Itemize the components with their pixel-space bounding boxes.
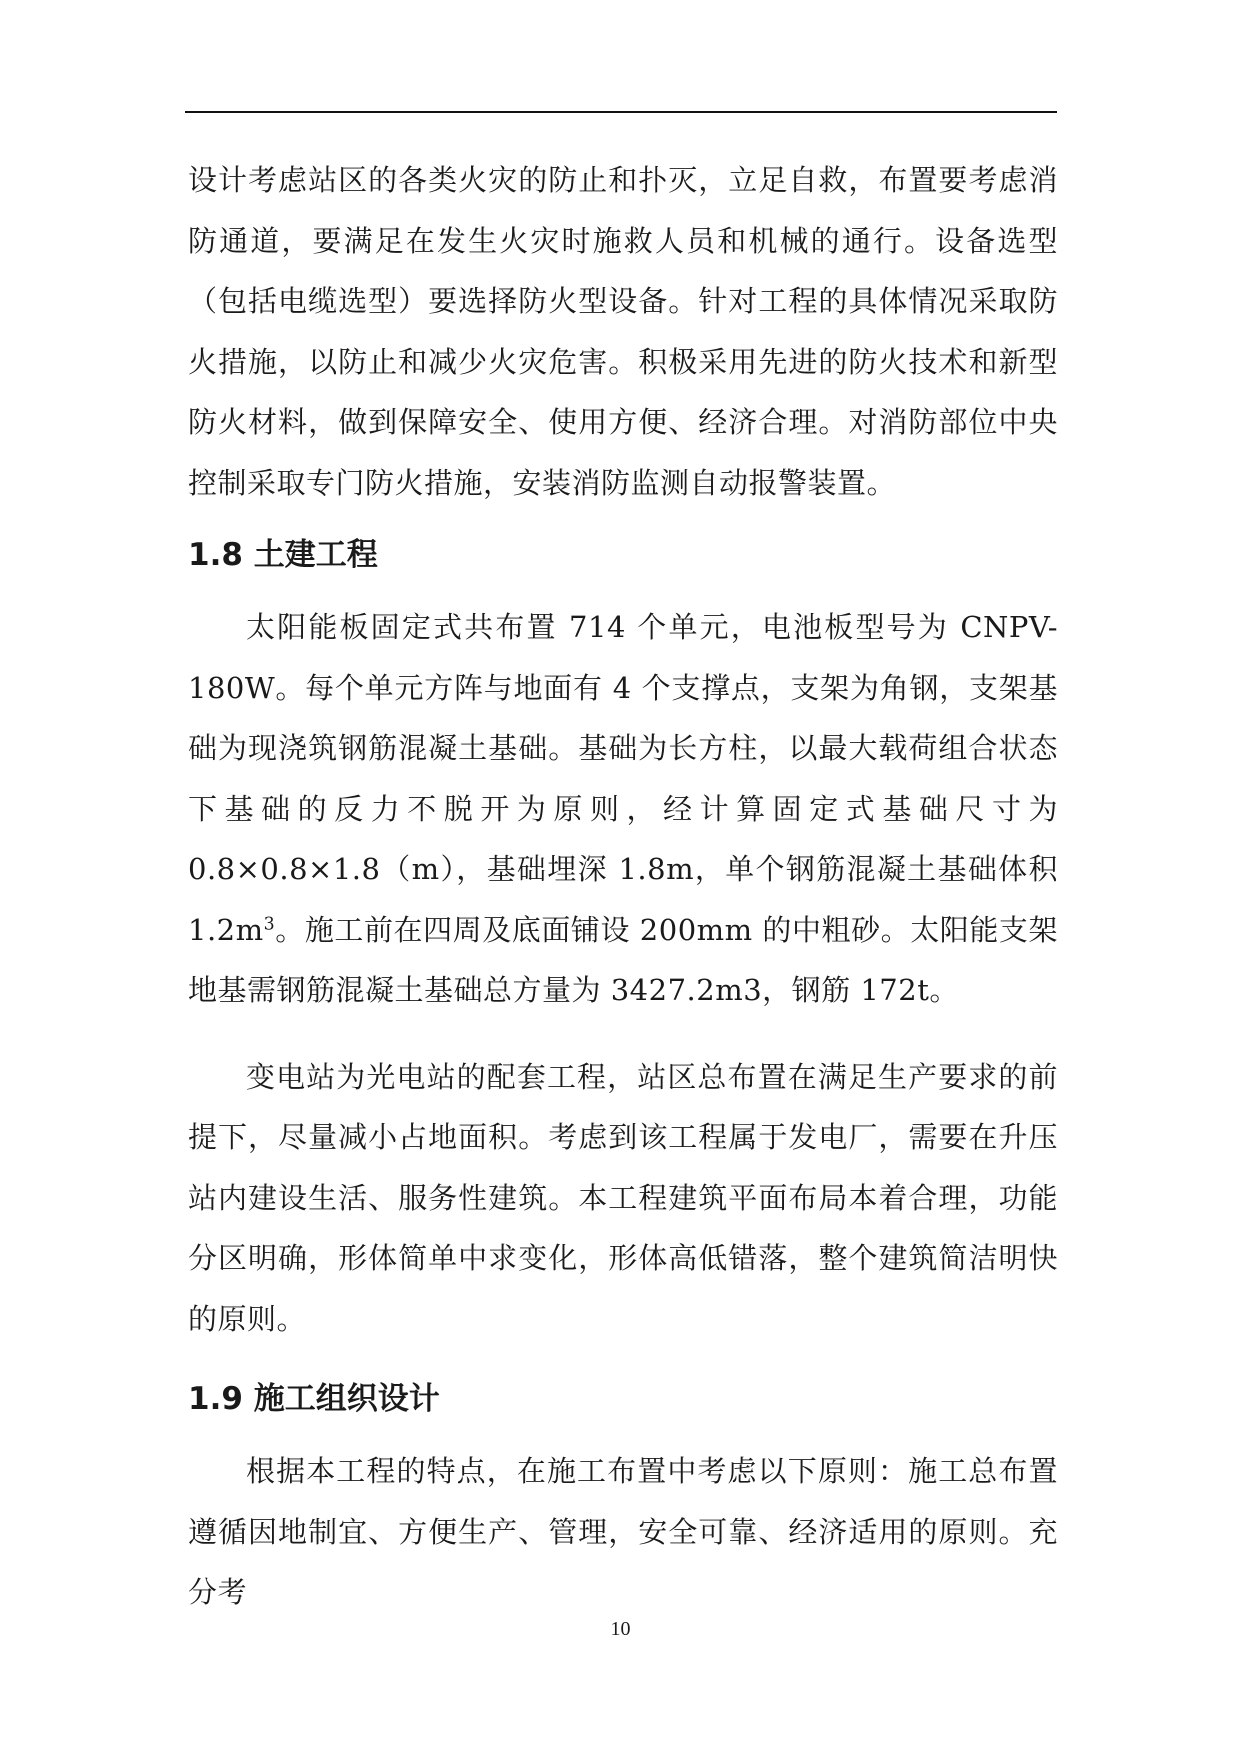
header-rule — [185, 111, 1057, 113]
superscript-cubic: 3 — [263, 913, 276, 934]
document-body — [188, 150, 1058, 1623]
section-heading-1-8: 1.8 土建工程 — [188, 537, 378, 573]
civil-works-text-b: 。施工前在四周及底面铺设 200mm 的中粗砂。太阳能支架地基需钢筋混凝土基础总方量为 3427.2m3，钢筋 172t。 — [188, 912, 1058, 1007]
fire-protection-paragraph: 设计考虑站区的各类火灾的防止和扑灭，立足自救，布置要考虑消防通道，要满足在发生火灾时施救人员和机械的通行。设备选型（包括电缆选型）要选择防火型设备。针对工程的具体情况采取防火措施，以防止和减少火灾危害。积极采用先进的防火技术和新型防火材料，做到保障安全、使用方便、经济合理。对消防部位中央控制采取专门防火措施，安装消防监测自动报警装置。 — [188, 163, 1058, 500]
section-heading-1-9: 1.9 施工组织设计 — [188, 1381, 440, 1417]
construction-organization-paragraph: 根据本工程的特点，在施工布置中考虑以下原则：施工总布置遵循因地制宜、方便生产、管理，安全可靠、经济适用的原则。充分考 — [188, 1454, 1058, 1609]
civil-works-text-a: 太阳能板固定式共布置 714 个单元，电池板型号为 CNPV-180W。每个单元方阵与地面有 4 个支撑点，支架为角钢，支架基础为现浇筑钢筋混凝土基础。基础为长方柱，以最大载荷组合状态下基础的反力不脱开为原则，经计算固定式基础尺寸为 0.8×0.8×1.8（m），基础埋深 1.8m，单个钢筋混凝土基础体积 1.2m — [188, 610, 1058, 947]
civil-works-paragraph — [188, 597, 1058, 1021]
substation-paragraph: 变电站为光电站的配套工程，站区总布置在满足生产要求的前提下，尽量减小占地面积。考虑到该工程属于发电厂，需要在升压站内建设生活、服务性建筑。本工程建筑平面布局本着合理，功能分区明确，形体简单中求变化，形体高低错落，整个建筑简洁明快的原则。 — [188, 1059, 1058, 1336]
page-number: 10 — [610, 1618, 631, 1640]
